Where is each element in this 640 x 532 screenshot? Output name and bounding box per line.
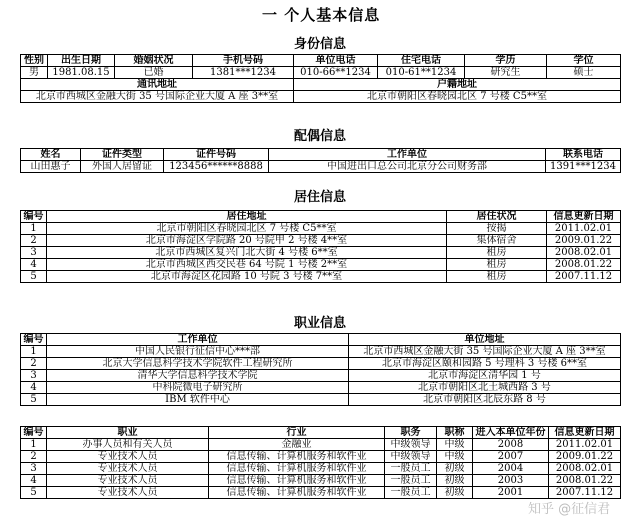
residence-header-cell: 居住地址	[47, 211, 447, 223]
residence-cell: 租房	[447, 271, 547, 283]
occupation-cell: 2007.11.12	[549, 487, 621, 499]
occupation-header-cell: 职业	[47, 427, 209, 439]
residence-cell: 2	[21, 235, 47, 247]
watermark: 知乎 @征信君	[528, 502, 611, 517]
spouse-header-cell: 工作单位	[269, 149, 546, 161]
occupation-cell: 专业技术人员	[47, 475, 209, 487]
table-row	[21, 235, 621, 247]
residence-header-cell: 居住状况	[447, 211, 547, 223]
occupation-cell: 2	[21, 451, 47, 463]
identity-value-cell: 010-61**1234	[378, 67, 465, 79]
identity-value-cell: 1981.08.15	[48, 67, 115, 79]
residence-header-cell: 编号	[21, 211, 47, 223]
employer-header-cell: 编号	[21, 334, 47, 346]
employer-cell: 4	[21, 382, 47, 394]
table-row	[21, 451, 621, 463]
employer-cell: 北京大学信息科学技术学院软件工程研究所	[47, 358, 349, 370]
occupation-cell: 2009.01.22	[549, 451, 621, 463]
employer-cell: 北京市西城区金融大街 35 号国际企业大厦 A 座 3**室	[349, 346, 621, 358]
employer-cell: 1	[21, 346, 47, 358]
identity-table	[20, 54, 621, 103]
residence-table	[20, 210, 621, 283]
occupation-cell: 专业技术人员	[47, 451, 209, 463]
identity-header-cell: 学历	[465, 55, 547, 67]
employer-cell: IBM 软件中心	[47, 394, 349, 406]
residence-cell: 集体宿舍	[447, 235, 547, 247]
employer-cell: 中科院微电子研究所	[47, 382, 349, 394]
table-row	[21, 475, 621, 487]
occupation-heading: 职业信息	[293, 316, 346, 331]
identity-value-cell: 010-66**1234	[294, 67, 378, 79]
occupation-cell: 专业技术人员	[47, 463, 209, 475]
employer-header-row	[21, 334, 621, 346]
table-row	[21, 259, 621, 271]
identity-header-cell: 手机号码	[193, 55, 294, 67]
occupation-cell: 一般员工	[385, 463, 437, 475]
occupation-cell: 信息传输、计算机服务和软件业	[209, 487, 385, 499]
occupation-cell: 2007	[473, 451, 549, 463]
employer-header-cell: 单位地址	[349, 334, 621, 346]
employer-cell: 北京市海淀区清华园 1 号	[349, 370, 621, 382]
table-row	[21, 358, 621, 370]
residence-cell: 4	[21, 259, 47, 271]
residence-cell: 2007.11.12	[547, 271, 621, 283]
residence-header-cell: 信息更新日期	[547, 211, 621, 223]
identity-header-row	[21, 55, 621, 67]
occupation-header-cell: 信息更新日期	[549, 427, 621, 439]
spouse-value-cell: 外国人居留证	[81, 161, 164, 173]
residence-cell: 2011.02.01	[547, 223, 621, 235]
spouse-table	[20, 148, 621, 173]
identity-header-cell: 单位电话	[294, 55, 378, 67]
employer-cell: 5	[21, 394, 47, 406]
occupation-header-cell: 进入本单位年份	[473, 427, 549, 439]
spouse-header-cell: 证件类型	[81, 149, 164, 161]
occupation-cell: 一般员工	[385, 475, 437, 487]
identity-header-cell: 性别	[21, 55, 48, 67]
occupation-header-cell: 行业	[209, 427, 385, 439]
occupation-detail-table	[20, 426, 621, 499]
occupation-cell: 5	[21, 487, 47, 499]
mailing-address-header: 通讯地址	[21, 79, 294, 91]
residence-cell: 5	[21, 271, 47, 283]
occupation-header-cell: 编号	[21, 427, 47, 439]
occupation-cell: 信息传输、计算机服务和软件业	[209, 463, 385, 475]
occupation-header-cell: 职务	[385, 427, 437, 439]
occupation-cell: 中级	[437, 451, 473, 463]
occupation-cell: 初级	[437, 463, 473, 475]
residence-cell: 北京市西城区复兴门北大街 4 号楼 6**室	[47, 247, 447, 259]
occupation-cell: 初级	[437, 475, 473, 487]
residence-cell: 北京市朝阳区春晓园北区 7 号楼 C5**室	[47, 223, 447, 235]
employer-cell: 北京市朝阳区北土城西路 3 号	[349, 382, 621, 394]
residence-cell: 北京市西城区西交民巷 64 号院 1 号楼 2**室	[47, 259, 447, 271]
identity-header-cell: 出生日期	[48, 55, 115, 67]
spouse-value-cell: 山田惠子	[21, 161, 81, 173]
residence-cell: 2008.02.01	[547, 247, 621, 259]
occupation-header-row	[21, 427, 621, 439]
spouse-value-cell: 1391***1234	[546, 161, 621, 173]
employer-cell: 北京市朝阳区北辰东路 8 号	[349, 394, 621, 406]
residence-cell: 按揭	[447, 223, 547, 235]
occupation-cell: 办事人员和有关人员	[47, 439, 209, 451]
employer-cell: 3	[21, 370, 47, 382]
address-header-row	[21, 79, 621, 91]
occupation-cell: 2003	[473, 475, 549, 487]
page-title: 一 个人基本信息	[262, 6, 381, 24]
residence-cell: 3	[21, 247, 47, 259]
residence-cell: 2008.01.22	[547, 259, 621, 271]
occupation-cell: 金融业	[209, 439, 385, 451]
address-value-row	[21, 91, 621, 103]
spouse-value-cell: 123456******8888	[164, 161, 269, 173]
table-row	[21, 487, 621, 499]
occupation-cell: 2001	[473, 487, 549, 499]
residence-heading: 居住信息	[293, 190, 346, 205]
residence-cell: 2009.01.22	[547, 235, 621, 247]
occupation-cell: 2008	[473, 439, 549, 451]
residence-cell: 1	[21, 223, 47, 235]
residence-cell: 北京市海淀区学院路 20 号院甲 2 号楼 4**室	[47, 235, 447, 247]
occupation-cell: 2004	[473, 463, 549, 475]
table-row	[21, 247, 621, 259]
occupation-cell: 1	[21, 439, 47, 451]
occupation-cell: 专业技术人员	[47, 487, 209, 499]
identity-value-cell: 男	[21, 67, 48, 79]
mailing-address-value: 北京市西城区金融大街 35 号国际企业大厦 A 座 3**室	[21, 91, 294, 103]
spouse-header-row	[21, 149, 621, 161]
residence-header-row	[21, 211, 621, 223]
table-row	[21, 463, 621, 475]
table-row	[21, 394, 621, 406]
spouse-header-cell: 证件号码	[164, 149, 269, 161]
identity-header-cell: 婚姻状况	[115, 55, 193, 67]
occupation-cell: 中级领导	[385, 439, 437, 451]
residence-cell: 租房	[447, 247, 547, 259]
spouse-value-row	[21, 161, 621, 173]
table-row	[21, 346, 621, 358]
occupation-cell: 初级	[437, 487, 473, 499]
spouse-heading: 配偶信息	[293, 129, 346, 144]
occupation-cell: 4	[21, 475, 47, 487]
table-row	[21, 223, 621, 235]
occupation-cell: 信息传输、计算机服务和软件业	[209, 475, 385, 487]
table-row	[21, 382, 621, 394]
identity-header-cell: 学位	[547, 55, 621, 67]
occupation-cell: 信息传输、计算机服务和软件业	[209, 451, 385, 463]
occupation-cell: 2008.01.22	[549, 475, 621, 487]
spouse-header-cell: 联系电话	[546, 149, 621, 161]
identity-value-cell: 1381***1234	[193, 67, 294, 79]
employer-cell: 北京市海淀区颐和园路 5 号理科 3 号楼 6**室	[349, 358, 621, 370]
identity-heading: 身份信息	[293, 37, 346, 52]
table-row	[21, 271, 621, 283]
identity-value-cell: 研究生	[465, 67, 547, 79]
identity-value-cell: 硕士	[547, 67, 621, 79]
occupation-header-cell: 职称	[437, 427, 473, 439]
identity-value-cell: 已婚	[115, 67, 193, 79]
occupation-cell: 中级	[437, 439, 473, 451]
table-row	[21, 439, 621, 451]
identity-header-cell: 住宅电话	[378, 55, 465, 67]
occupation-cell: 中级领导	[385, 451, 437, 463]
residence-cell: 租房	[447, 259, 547, 271]
employer-cell: 清华大学信息科学技术学院	[47, 370, 349, 382]
employer-cell: 2	[21, 358, 47, 370]
table-row	[21, 370, 621, 382]
residence-cell: 北京市海淀区花园路 10 号院 3 号楼 7**室	[47, 271, 447, 283]
spouse-header-cell: 姓名	[21, 149, 81, 161]
registered-address-value: 北京市朝阳区春晓园北区 7 号楼 C5**室	[294, 91, 621, 103]
occupation-cell: 3	[21, 463, 47, 475]
identity-value-row	[21, 67, 621, 79]
employer-cell: 中国人民银行征信中心***部	[47, 346, 349, 358]
employer-table	[20, 333, 621, 406]
employer-header-cell: 工作单位	[47, 334, 349, 346]
spouse-value-cell: 中国进出口总公司北京分公司财务部	[269, 161, 546, 173]
occupation-cell: 2011.02.01	[549, 439, 621, 451]
occupation-cell: 2008.02.01	[549, 463, 621, 475]
occupation-cell: 一般员工	[385, 487, 437, 499]
registered-address-header: 户籍地址	[294, 79, 621, 91]
